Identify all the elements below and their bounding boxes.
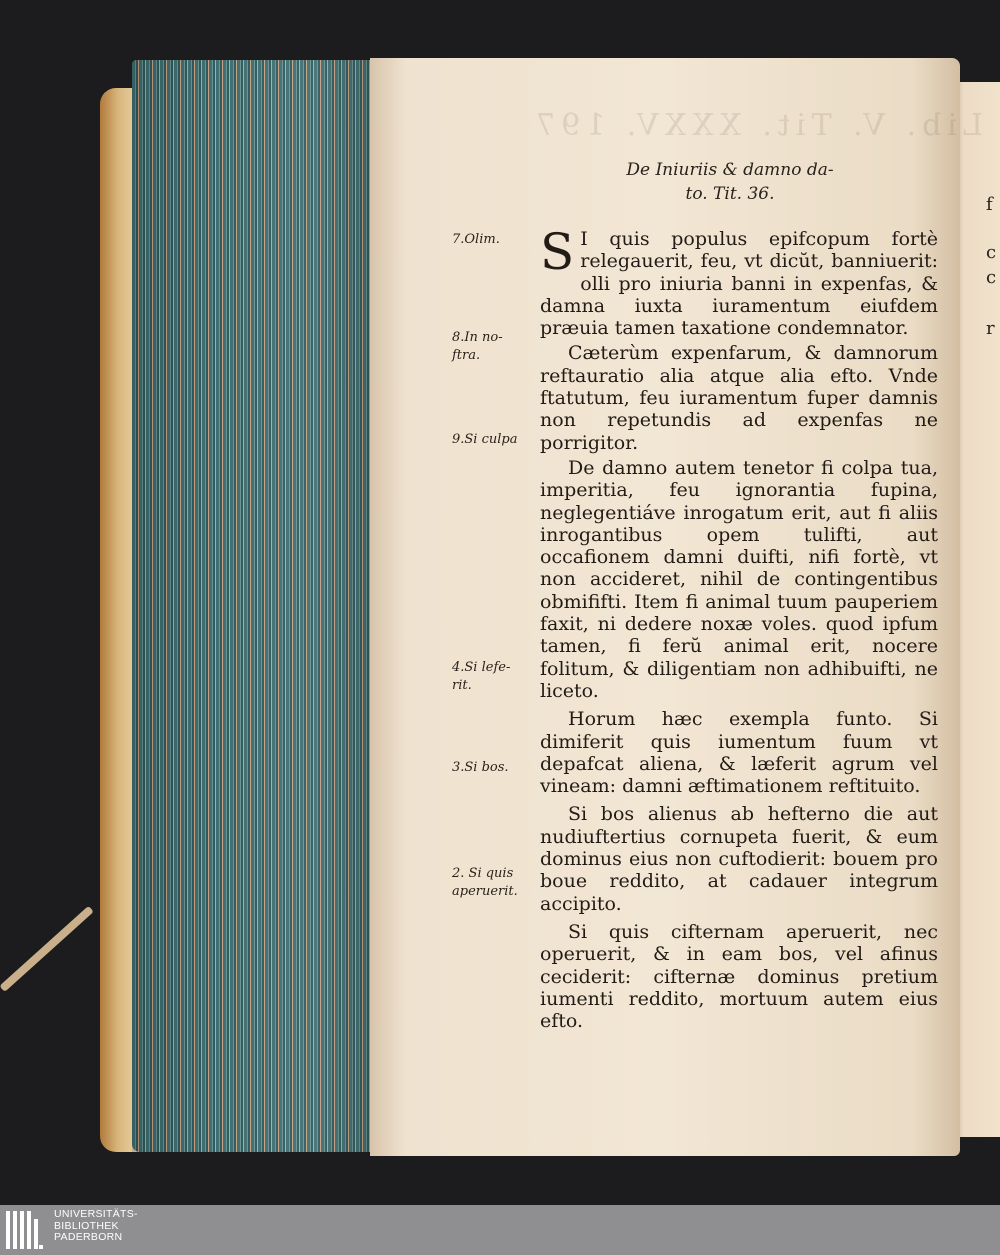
show-through-running-head: Lib. V. Tit. XXXV. 197 bbox=[530, 108, 983, 143]
margin-note: 3.Si bos. bbox=[452, 760, 509, 775]
paragraph bbox=[540, 342, 938, 453]
drop-cap: S bbox=[540, 223, 575, 281]
paragraph-text: Cæterùm expenfarum, & damnorum reftauratio alia atque alia efto. Vnde ftatutum, feu iuramentum fuper damnis non repetundis ad expenfas ne porrigitor. bbox=[540, 342, 938, 454]
section-heading bbox=[600, 158, 860, 206]
paragraph-text: Si bos alienus ab hefterno die aut nudiuftertius cornupeta fuerit, & eum dominus eius non cuftodierit: bouem pro boue reddito, at cadauer integrum accipito. bbox=[540, 803, 938, 915]
paragraph-text: Horum hæc exempla funto. Si dimiferit quis iumentum fuum vt depafcat aliena, & læferit agrum vel vineam: damni æftimationem reftituito. bbox=[540, 708, 938, 798]
body-text bbox=[540, 223, 938, 1033]
paragraph bbox=[540, 708, 938, 797]
paragraph-text: I quis populus epifcopum fortè relegauerit, feu, vt dicŭt, banniuerit: olli pro iniuria banni in expenfas, & damna iuxta iuramentum eiufdem præuia tamen taxatione condemnator. bbox=[540, 228, 938, 340]
margin-note: aperuerit. bbox=[452, 884, 518, 899]
facing-page-letter: c bbox=[986, 242, 997, 263]
margin-note: 2. Si quis bbox=[452, 866, 514, 881]
margin-note: 9.Si culpa bbox=[452, 432, 518, 447]
margin-note: 8.In no- bbox=[452, 330, 503, 345]
paragraph-text: De damno autem tenetor fi colpa tua, imperitia, feu ignorantia fupina, neglegentiáve inrogatum erit, aut fi aliis inrogantibus opem tulifti, aut occafionem damni duifti, nifi fortè, vt non accideret, nihil de contingentibus obmififti. Item fi animal tuum pauperiem faxit, ni dedere noxæ voles. quod ipfum tamen, fi ferŭ animal erit, nocere folitum, & diligentiam non adhibuifti, ne liceto. bbox=[540, 456, 938, 702]
paragraph-text: Si quis cifternam aperuerit, nec operuerit, & in eam bos, vel afinus ceciderit: cifternæ dominus pretium iumenti reddito, mortuum autem eius efto. bbox=[540, 920, 938, 1033]
margin-note: rit. bbox=[452, 678, 472, 693]
book-page-edges bbox=[132, 60, 394, 1152]
margin-note: 7.Olim. bbox=[452, 232, 500, 247]
library-name-line-2: BIBLIOTHEK bbox=[54, 1219, 119, 1232]
heading-line-1: De Iniuriis & damno da- bbox=[626, 160, 834, 180]
paragraph bbox=[540, 223, 938, 340]
library-name-line-3: PADERBORN bbox=[54, 1231, 123, 1243]
facing-page-letter: c bbox=[986, 267, 997, 288]
margin-note: 4.Si lefe- bbox=[452, 660, 511, 675]
library-logo-icon bbox=[6, 1211, 46, 1249]
library-footer-bar bbox=[0, 1205, 1000, 1255]
paragraph bbox=[540, 803, 938, 914]
library-name-line-1: UNIVERSITÄTS- bbox=[54, 1208, 138, 1220]
paragraph bbox=[540, 921, 938, 1032]
bookmark-ribbon bbox=[0, 906, 94, 992]
facing-page-letter: r bbox=[986, 318, 995, 339]
heading-line-2: to. Tit. 36. bbox=[685, 184, 775, 204]
facing-page-letter: f bbox=[986, 194, 993, 215]
library-name bbox=[54, 1209, 138, 1244]
paragraph bbox=[540, 457, 938, 702]
margin-note: ftra. bbox=[452, 348, 481, 363]
